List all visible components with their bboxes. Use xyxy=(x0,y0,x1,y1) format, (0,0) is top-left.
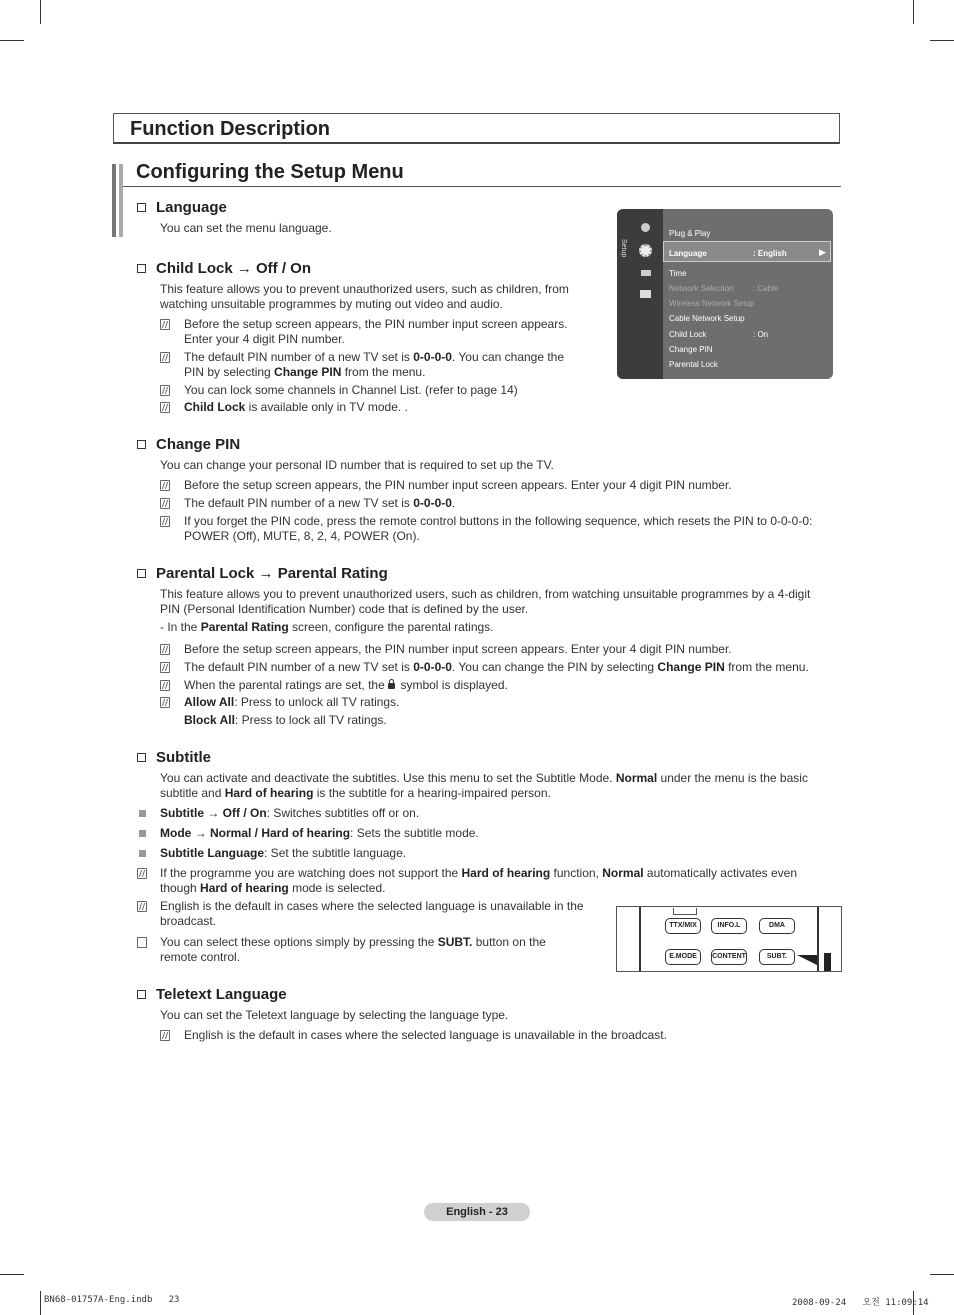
child-lock-note: You can lock some channels in Channel List. (refer to page 14) xyxy=(184,383,518,397)
change-pin-note: Before the setup screen appears, the PIN number input screen appears. Enter your 4 digit PIN number. xyxy=(184,478,732,492)
section-rule xyxy=(123,186,841,187)
note-icon xyxy=(160,480,170,491)
note-icon xyxy=(160,516,170,527)
child-lock-note: Child Lock is available only in TV mode. . xyxy=(184,400,408,414)
language-heading: Language xyxy=(137,199,227,216)
e-mode-button: E.MODE xyxy=(665,949,701,965)
note-icon xyxy=(160,402,170,413)
menu-item-child-lock: Child Lock xyxy=(669,330,707,339)
parental-dash: - In the Parental Rating screen, configure the parental ratings. xyxy=(160,620,494,634)
teletext-desc: You can set the Teletext language by selecting the language type. xyxy=(160,1008,509,1022)
subtitle-note: You can select these options simply by pressing the SUBT. button on the remote control. xyxy=(160,935,546,964)
menu-item-network-value: : Cable xyxy=(753,284,779,293)
file-info: BN68-01757A-Eng.indb 23 xyxy=(44,1295,180,1305)
section-bar xyxy=(112,164,116,237)
menu-item-wireless-setup: Wireless Network Setup xyxy=(669,299,755,308)
note-icon xyxy=(160,352,170,363)
menu-item-language: Language xyxy=(669,249,707,258)
subtitle-note: English is the default in cases where the selected language is unavailable in the broadcast. xyxy=(160,899,584,928)
note-icon xyxy=(137,868,147,879)
subtitle-heading: Subtitle xyxy=(137,749,211,766)
subtitle-bullet: Mode → Normal / Hard of hearing: Sets the subtitle mode. xyxy=(160,826,479,840)
parental-heading: Parental Lock → Parental Rating xyxy=(137,565,388,582)
change-pin-heading: Change PIN xyxy=(137,436,240,453)
function-description-header xyxy=(113,113,840,144)
dma-button: DMA xyxy=(759,918,795,934)
page-title: Function Description xyxy=(130,118,330,140)
subt-button: SUBT. xyxy=(759,949,795,965)
child-lock-note: The default PIN number of a new TV set is 0-0-0-0. You can change the PIN by selecting Change PIN from the menu. xyxy=(184,350,565,379)
crop-mark xyxy=(930,40,954,41)
note-icon xyxy=(160,319,170,330)
gear-icon xyxy=(639,244,652,257)
parental-note: The default PIN number of a new TV set is 0-0-0-0. You can change the PIN by selecting Change PIN from the menu. xyxy=(184,660,809,674)
remote-edge xyxy=(817,907,819,971)
child-lock-note: Before the setup screen appears, the PIN number input screen appears. Enter your 4 digit PIN number. xyxy=(184,317,568,346)
note-icon xyxy=(160,1030,170,1041)
menu-item-plug-play: Plug & Play xyxy=(669,229,711,238)
note-icon xyxy=(160,385,170,396)
bullet-square-icon xyxy=(139,810,146,817)
note-icon xyxy=(160,662,170,673)
subtitle-bullet: Subtitle → Off / On: Switches subtitles off or on. xyxy=(160,806,420,820)
section-title: Configuring the Setup Menu xyxy=(136,161,404,183)
content-button: CONTENT xyxy=(711,949,747,965)
picture-icon xyxy=(641,223,650,232)
checkbox-icon xyxy=(137,990,146,999)
menu-item-time: Time xyxy=(669,269,687,278)
remote-control-image xyxy=(616,906,842,972)
crop-mark xyxy=(0,40,24,41)
remote-note-icon xyxy=(137,937,147,948)
parental-note: Block All: Press to lock all TV ratings. xyxy=(184,713,387,727)
teletext-note: English is the default in cases where the selected language is unavailable in the broadcast. xyxy=(184,1028,667,1042)
lock-icon xyxy=(388,683,395,689)
channel-icon xyxy=(641,270,651,276)
input-icon xyxy=(640,290,651,298)
remote-edge xyxy=(639,907,641,971)
crop-mark xyxy=(0,1274,24,1275)
note-icon xyxy=(160,697,170,708)
parental-desc: This feature allows you to prevent unauthorized users, such as children, from watching unsuitable programmes by a 4-digit PIN (Personal Identification Number) code that is defined by the user. xyxy=(160,587,811,616)
setup-menu-screenshot xyxy=(617,209,833,379)
subtitle-desc: You can activate and deactivate the subtitles. Use this menu to set the Subtitle Mode. Normal under the menu is the basic subtitle and Hard of hearing is the subtitle for a hearing-impaired person. xyxy=(160,771,808,800)
menu-item-cable-setup: Cable Network Setup xyxy=(669,314,745,323)
crop-mark xyxy=(930,1274,954,1275)
checkbox-icon xyxy=(137,203,146,212)
menu-item-parental-lock: Parental Lock xyxy=(669,360,718,369)
remote-icon xyxy=(673,908,697,915)
arrow-right-icon: ▶ xyxy=(819,247,826,257)
bullet-square-icon xyxy=(139,850,146,857)
pointer-arrow-icon xyxy=(797,955,817,965)
child-lock-heading: Child Lock → Off / On xyxy=(137,260,311,277)
menu-item-child-lock-value: : On xyxy=(753,330,769,339)
checkbox-icon xyxy=(137,264,146,273)
change-pin-note: If you forget the PIN code, press the remote control buttons in the following sequence, which resets the PIN to 0-0-0-0: POWER (Off), MUTE, 8, 2, 4, POWER (On). xyxy=(184,514,813,543)
checkbox-icon xyxy=(137,753,146,762)
parental-note: Before the setup screen appears, the PIN number input screen appears. Enter your 4 digit PIN number. xyxy=(184,642,732,656)
pointer-arrow-icon xyxy=(824,953,831,971)
checkbox-icon xyxy=(137,569,146,578)
menu-item-language-value: : English xyxy=(753,249,787,258)
subtitle-note: If the programme you are watching does not support the Hard of hearing function, Normal automatically activates even though Hard of hearing mode is selected. xyxy=(160,866,797,895)
bullet-square-icon xyxy=(139,830,146,837)
checkbox-icon xyxy=(137,440,146,449)
note-icon xyxy=(160,644,170,655)
page-number: English - 23 xyxy=(424,1203,530,1221)
change-pin-desc: You can change your personal ID number that is required to set up the TV. xyxy=(160,458,554,472)
note-icon xyxy=(160,498,170,509)
change-pin-note: The default PIN number of a new TV set is 0-0-0-0. xyxy=(184,496,456,510)
crop-mark xyxy=(40,0,41,24)
ttx-mix-button: TTX/MIX xyxy=(665,918,701,934)
parental-note: When the parental ratings are set, the symbol is displayed. xyxy=(184,678,508,692)
crop-mark xyxy=(913,0,914,24)
subtitle-bullet: Subtitle Language: Set the subtitle language. xyxy=(160,846,407,860)
menu-item-change-pin: Change PIN xyxy=(669,345,713,354)
note-icon xyxy=(137,901,147,912)
print-date: 2008-09-24 오전 11:09:14 xyxy=(792,1298,929,1308)
menu-side-label: Setup xyxy=(620,239,627,258)
info-button: INFO.L xyxy=(711,918,747,934)
crop-mark xyxy=(40,1291,41,1315)
child-lock-desc: This feature allows you to prevent unauthorized users, such as children, from watching unsuitable programmes by muting out video and audio. xyxy=(160,282,569,311)
section-bar xyxy=(119,164,123,237)
parental-note: Allow All: Press to unlock all TV ratings. xyxy=(184,695,400,709)
note-icon xyxy=(160,680,170,691)
teletext-heading: Teletext Language xyxy=(137,986,287,1003)
menu-item-network-selection: Network Selection xyxy=(669,284,734,293)
language-desc: You can set the menu language. xyxy=(160,221,332,235)
